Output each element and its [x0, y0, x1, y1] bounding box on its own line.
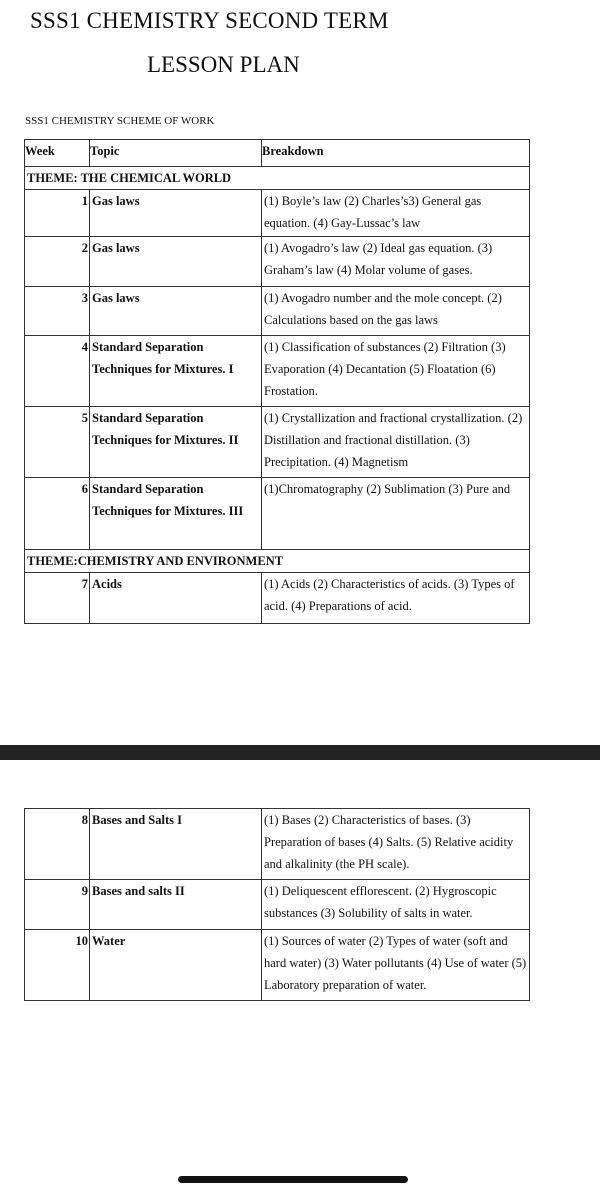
theme-row — [25, 550, 530, 573]
scheme-table-page1 — [24, 139, 530, 624]
theme-row — [25, 167, 530, 190]
topic-cell: Gas laws — [90, 287, 262, 336]
document-title-line2: LESSON PLAN — [147, 52, 300, 77]
header-breakdown: Breakdown — [262, 140, 530, 167]
theme-label: THEME: THE CHEMICAL WORLD — [25, 167, 530, 190]
table-row — [25, 809, 530, 880]
breakdown-cell: (1)Chromatography (2) Sublimation (3) Pure and — [262, 478, 530, 550]
week-cell: 5 — [25, 407, 90, 478]
table-row — [25, 880, 530, 930]
week-cell: 3 — [25, 287, 90, 336]
table-row — [25, 190, 530, 237]
document-title-line1: SSS1 CHEMISTRY SECOND TERM — [30, 8, 389, 33]
breakdown-cell: (1) Crystallization and fractional crystallization. (2) Distillation and fractional distillation. (3) Precipitation. (4) Magnetism — [262, 407, 530, 478]
table-row — [25, 407, 530, 478]
topic-cell: Gas laws — [90, 190, 262, 237]
table-row — [25, 287, 530, 336]
topic-cell: Bases and Salts I — [90, 809, 262, 880]
table-row — [25, 930, 530, 1001]
breakdown-cell: (1) Boyle’s law (2) Charles’s3) General gas equation. (4) Gay-Lussac’s law — [262, 190, 530, 237]
table-row — [25, 237, 530, 287]
week-cell: 6 — [25, 478, 90, 550]
breakdown-cell: (1) Avogadro’s law (2) Ideal gas equation. (3) Graham’s law (4) Molar volume of gases. — [262, 237, 530, 287]
topic-cell: Gas laws — [90, 237, 262, 287]
topic-cell: Standard Separation Techniques for Mixtures. II — [90, 407, 262, 478]
table-row — [25, 478, 530, 550]
week-cell: 2 — [25, 237, 90, 287]
page-divider — [0, 745, 600, 760]
week-cell: 4 — [25, 336, 90, 407]
scheme-subtitle: SSS1 CHEMISTRY SCHEME OF WORK — [25, 115, 215, 127]
topic-cell: Water — [90, 930, 262, 1001]
header-week: Week — [25, 140, 90, 167]
table-header-row — [25, 140, 530, 167]
header-topic: Topic — [90, 140, 262, 167]
topic-cell: Standard Separation Techniques for Mixtures. III — [90, 478, 262, 550]
week-cell: 10 — [25, 930, 90, 1001]
week-cell: 7 — [25, 573, 90, 624]
week-cell: 1 — [25, 190, 90, 237]
home-indicator[interactable] — [178, 1176, 408, 1183]
breakdown-cell: (1) Deliquescent efflorescent. (2) Hygroscopic substances (3) Solubility of salts in water. — [262, 880, 530, 930]
theme-label: THEME:CHEMISTRY AND ENVIRONMENT — [25, 550, 530, 573]
breakdown-cell: (1) Avogadro number and the mole concept. (2) Calculations based on the gas laws — [262, 287, 530, 336]
week-cell: 8 — [25, 809, 90, 880]
topic-cell: Standard Separation Techniques for Mixtures. I — [90, 336, 262, 407]
table-row — [25, 336, 530, 407]
breakdown-cell: (1) Sources of water (2) Types of water (soft and hard water) (3) Water pollutants (4) Use of water (5) Laboratory preparation of water. — [262, 930, 530, 1001]
breakdown-cell: (1) Classification of substances (2) Filtration (3) Evaporation (4) Decantation (5) Floatation (6) Frostation. — [262, 336, 530, 407]
scheme-table-page2 — [24, 808, 530, 1001]
topic-cell: Acids — [90, 573, 262, 624]
week-cell: 9 — [25, 880, 90, 930]
topic-cell: Bases and salts II — [90, 880, 262, 930]
breakdown-cell: (1) Bases (2) Characteristics of bases. (3) Preparation of bases (4) Salts. (5) Relative acidity and alkalinity (the PH scale). — [262, 809, 530, 880]
breakdown-cell: (1) Acids (2) Characteristics of acids. (3) Types of acid. (4) Preparations of acid. — [262, 573, 530, 624]
table-row — [25, 573, 530, 624]
